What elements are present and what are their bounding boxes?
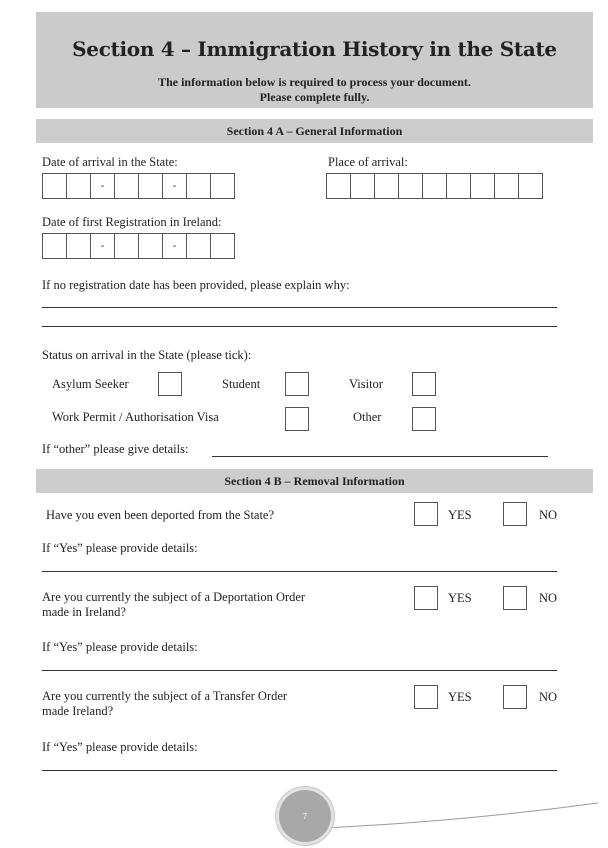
date-arrival-digit[interactable]: [162, 173, 187, 199]
status-student-checkbox[interactable]: [285, 372, 309, 396]
date-separator: -: [100, 180, 105, 192]
date-first-reg-digit[interactable]: [114, 233, 139, 259]
q1-details-label: If “Yes” please provide details:: [42, 541, 198, 555]
section-a-heading: Section 4 A – General Information: [36, 119, 593, 143]
q2-yes-label: YES: [448, 591, 472, 605]
date-separator: -: [172, 240, 177, 252]
date-arrival-digit[interactable]: [114, 173, 139, 199]
date-arrival-boxes[interactable]: [42, 173, 234, 199]
footer-swoosh: [300, 795, 600, 835]
q2-text-line-1: Are you currently the subject of a Deportation Order: [42, 590, 306, 604]
date-arrival-digit[interactable]: [66, 173, 91, 199]
status-visitor-label: Visitor: [349, 377, 383, 391]
q3-yes-label: YES: [448, 690, 472, 704]
date-separator: -: [100, 240, 105, 252]
status-work-permit-checkbox[interactable]: [285, 407, 309, 431]
q3-yes-checkbox[interactable]: [414, 685, 438, 709]
date-first-reg-boxes[interactable]: [42, 233, 234, 259]
q1-text: Have you even been deported from the State?: [46, 508, 275, 522]
date-first-reg-digit[interactable]: [210, 233, 235, 259]
page-title: Section 4 – Immigration History in the State: [72, 37, 557, 61]
form-header: [36, 12, 593, 108]
place-arrival-char[interactable]: [518, 173, 543, 199]
date-arrival-digit[interactable]: [138, 173, 163, 199]
date-first-reg-digit[interactable]: [162, 233, 187, 259]
page-number: 7: [302, 811, 308, 821]
status-visitor-checkbox[interactable]: [412, 372, 436, 396]
q3-no-checkbox[interactable]: [503, 685, 527, 709]
q3-details-line[interactable]: [42, 770, 557, 771]
other-details-label: If “other” please give details:: [42, 442, 189, 456]
date-arrival-digit[interactable]: [186, 173, 211, 199]
q2-no-label: NO: [539, 591, 558, 605]
date-arrival-digit[interactable]: [210, 173, 235, 199]
place-arrival-label: Place of arrival:: [328, 155, 408, 169]
date-arrival-digit[interactable]: [90, 173, 115, 199]
q1-no-label: NO: [539, 508, 558, 522]
date-arrival-digit[interactable]: [42, 173, 67, 199]
date-first-reg-digit[interactable]: [138, 233, 163, 259]
place-arrival-char[interactable]: [470, 173, 495, 199]
status-other-label: Other: [353, 410, 382, 424]
status-asylum-label: Asylum Seeker: [52, 377, 129, 391]
q3-text-line-2: made Ireland?: [42, 704, 114, 718]
place-arrival-boxes[interactable]: [326, 173, 542, 199]
subtitle-line-1: The information below is required to process your document.: [158, 75, 471, 89]
subtitle-line-2: Please complete fully.: [259, 90, 370, 104]
status-work-permit-label: Work Permit / Authorisation Visa: [52, 410, 219, 424]
explain-line-2[interactable]: [42, 326, 557, 327]
date-separator: -: [172, 180, 177, 192]
no-reg-explain-label: If no registration date has been provided, please explain why:: [42, 278, 350, 292]
place-arrival-char[interactable]: [494, 173, 519, 199]
q3-text-line-1: Are you currently the subject of a Transfer Order: [42, 689, 288, 703]
place-arrival-char[interactable]: [446, 173, 471, 199]
q2-text-line-2: made in Ireland?: [42, 605, 126, 619]
page-number-badge: [279, 790, 331, 842]
status-label: Status on arrival in the State (please tick):: [42, 348, 252, 362]
date-first-reg-digit[interactable]: [90, 233, 115, 259]
q3-details-label: If “Yes” please provide details:: [42, 740, 198, 754]
q2-details-label: If “Yes” please provide details:: [42, 640, 198, 654]
place-arrival-char[interactable]: [350, 173, 375, 199]
status-other-checkbox[interactable]: [412, 407, 436, 431]
date-arrival-label: Date of arrival in the State:: [42, 155, 178, 169]
explain-line-1[interactable]: [42, 307, 557, 308]
section-b-heading: Section 4 B – Removal Information: [36, 469, 593, 493]
place-arrival-char[interactable]: [326, 173, 351, 199]
q2-details-line[interactable]: [42, 670, 557, 671]
q2-yes-checkbox[interactable]: [414, 586, 438, 610]
status-student-label: Student: [222, 377, 261, 391]
other-details-line[interactable]: [212, 456, 548, 457]
date-first-reg-digit[interactable]: [186, 233, 211, 259]
place-arrival-char[interactable]: [398, 173, 423, 199]
q3-no-label: NO: [539, 690, 558, 704]
place-arrival-char[interactable]: [374, 173, 399, 199]
place-arrival-char[interactable]: [422, 173, 447, 199]
q1-yes-checkbox[interactable]: [414, 502, 438, 526]
q2-no-checkbox[interactable]: [503, 586, 527, 610]
q1-no-checkbox[interactable]: [503, 502, 527, 526]
q1-details-line[interactable]: [42, 571, 557, 572]
date-first-reg-digit[interactable]: [66, 233, 91, 259]
status-asylum-checkbox[interactable]: [158, 372, 182, 396]
date-first-reg-label: Date of first Registration in Ireland:: [42, 215, 222, 229]
q1-yes-label: YES: [448, 508, 472, 522]
date-first-reg-digit[interactable]: [42, 233, 67, 259]
